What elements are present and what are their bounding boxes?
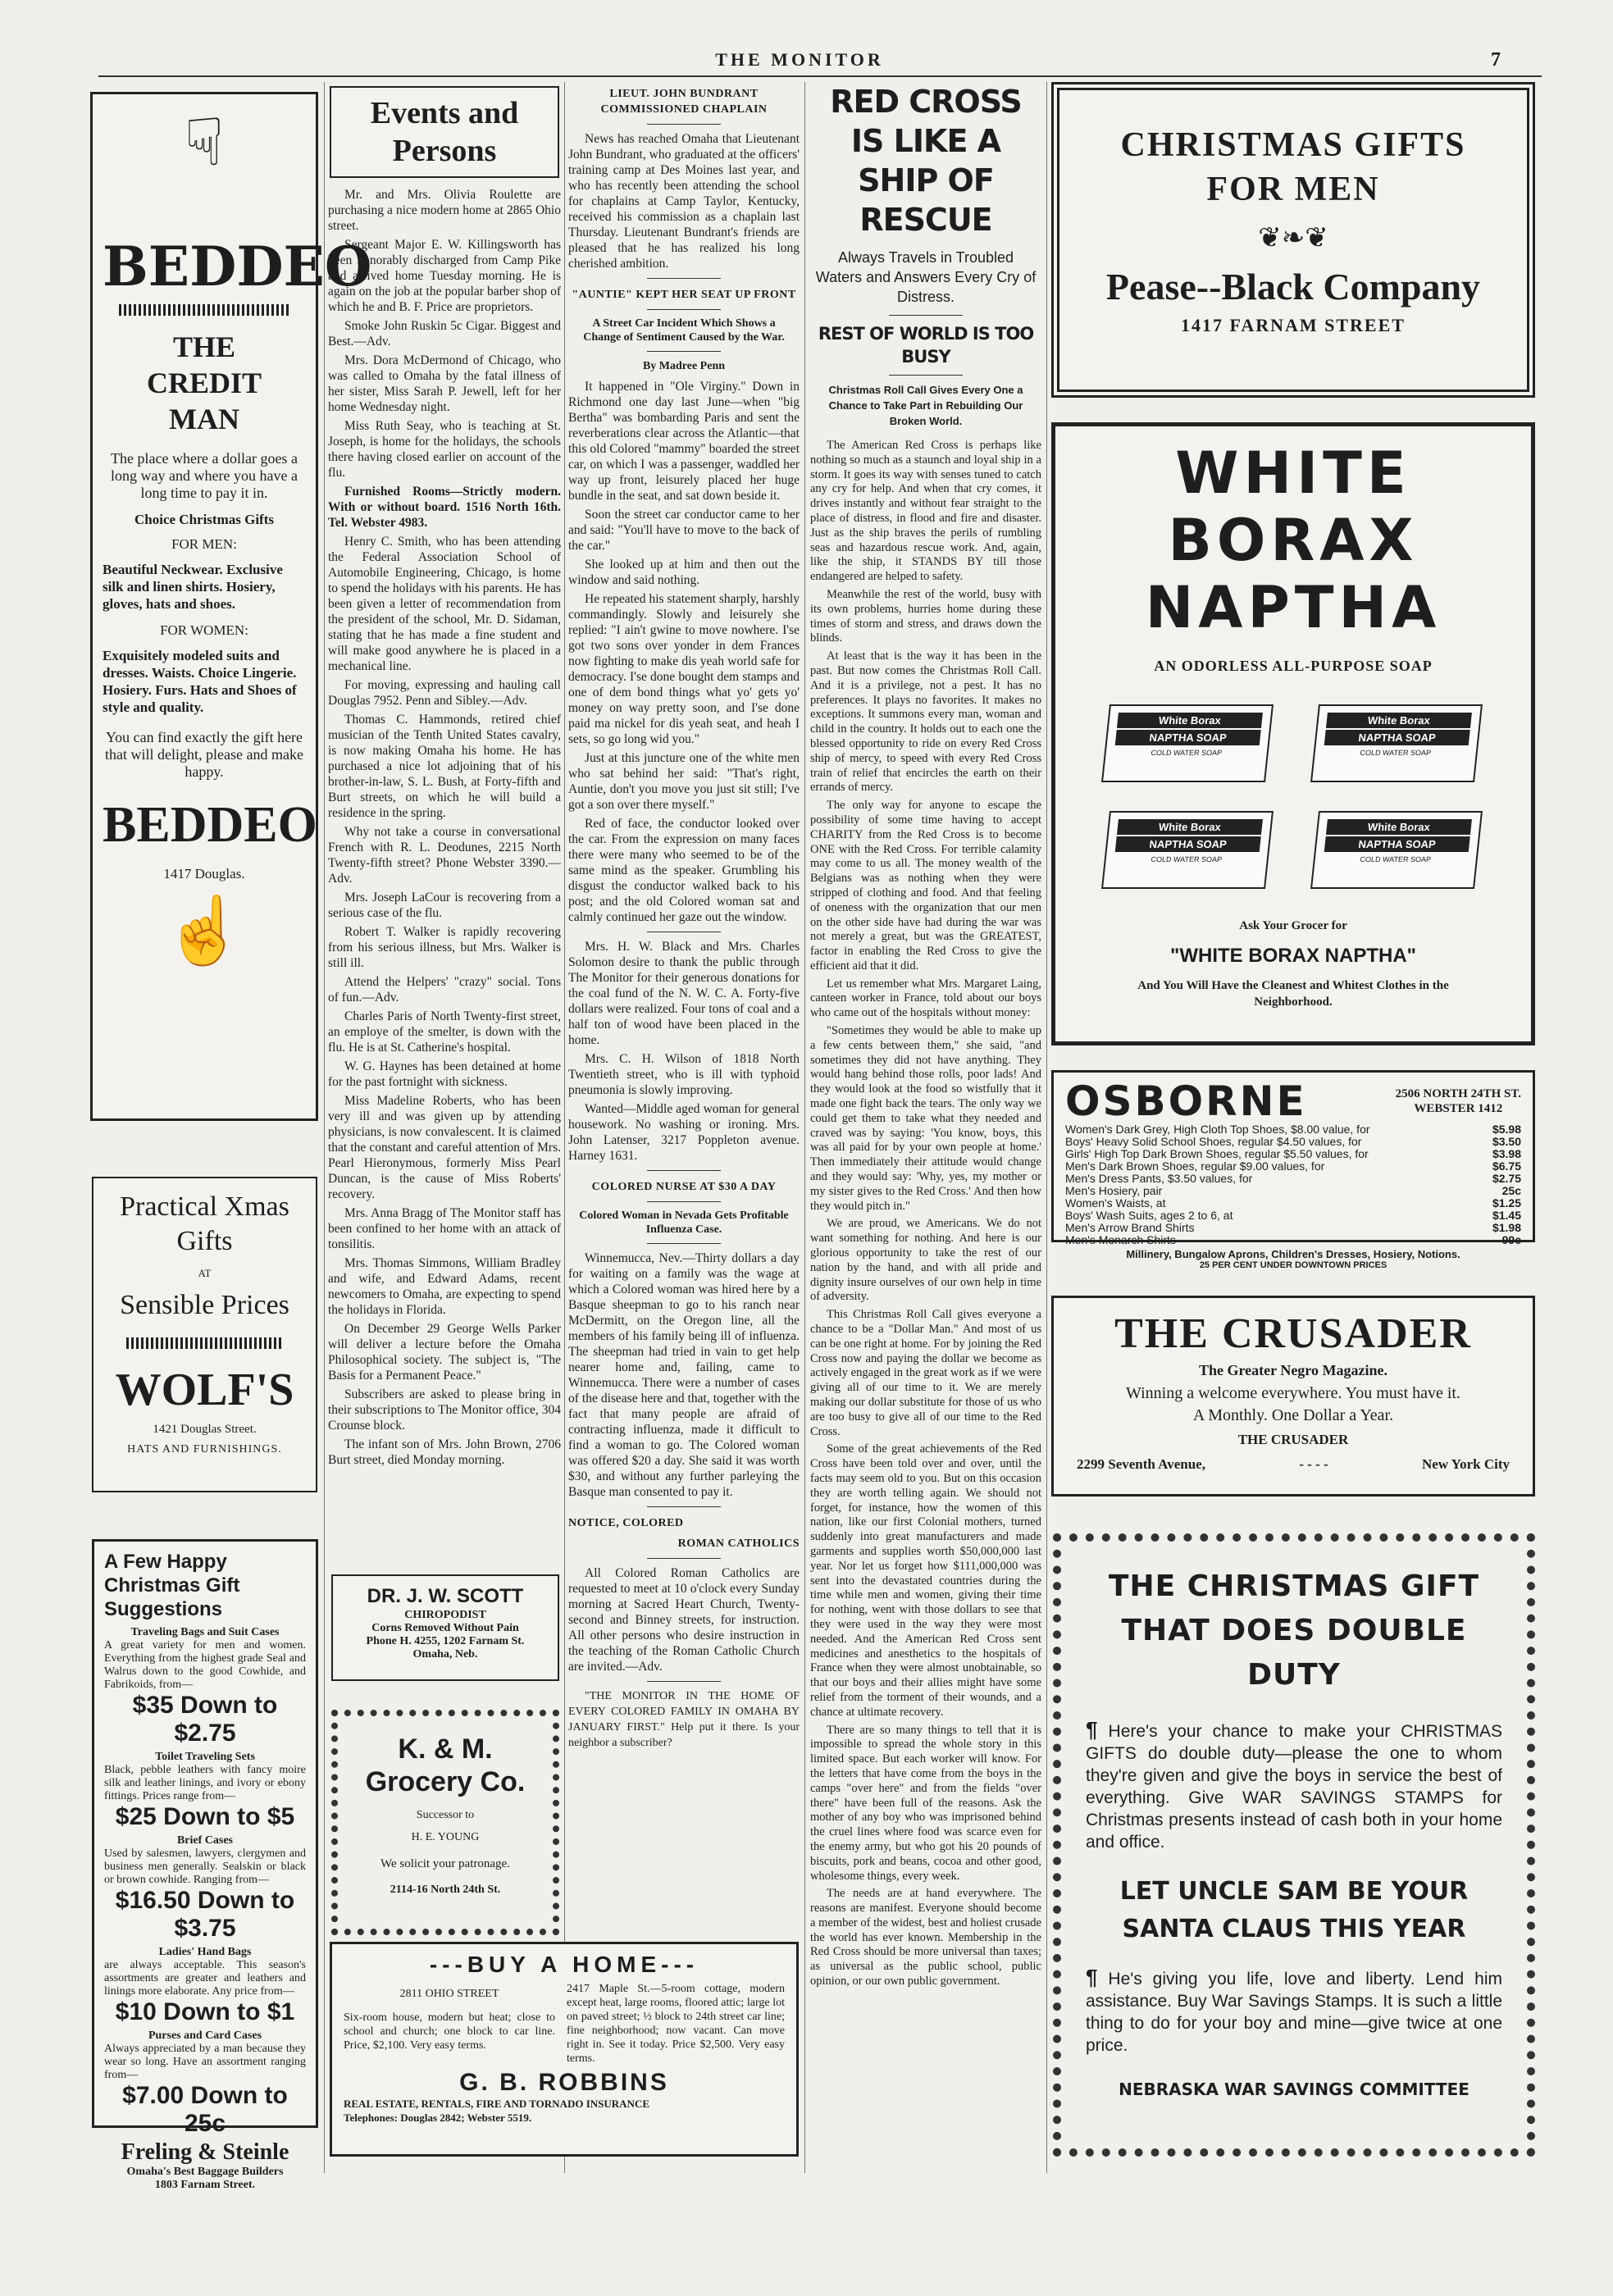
robbins-title: ---BUY A HOME--- <box>429 1952 699 1977</box>
freling-ad <box>92 1539 318 2191</box>
page-number: 7 <box>1491 49 1501 71</box>
borax-tag: AN ODORLESS ALL-PURPOSE SOAP <box>1154 658 1433 674</box>
events-paragraph: Furnished Rooms—Strictly modern. With or without board. 1516 North 16th. Tel. Webster 4983. <box>328 485 561 530</box>
wolfs-tag: HATS AND FURNISHINGS. <box>127 1443 282 1456</box>
war-savings-para1 <box>1086 1719 1502 1853</box>
beddeo-choice: Choice Christmas Gifts <box>134 512 274 527</box>
freling-name: Freling & Steinle <box>121 2139 289 2165</box>
robbins-tagline: REAL ESTATE, RENTALS, FIRE AND TORNADO INSURANCE <box>344 2098 649 2110</box>
osborne-price-row <box>1065 1210 1521 1222</box>
beddeo-men-label: FOR MEN: <box>171 536 237 552</box>
crusader-name: THE CRUSADER <box>1114 1310 1472 1357</box>
crusader-line1: Winning a welcome everywhere. You must have it. <box>1126 1384 1460 1402</box>
osborne-name: OSBORNE <box>1065 1077 1307 1125</box>
osborne-item-label: Men's Dress Pants, $3.50 values, for <box>1065 1172 1253 1185</box>
pease-line1: CHRISTMAS GIFTS <box>1120 126 1466 164</box>
beddeo-name: BEDDEO <box>103 235 372 298</box>
redcross-paragraph: The American Red Cross is perhaps like nothing so much as a staunch and loyal ship in a storm. It goes its way with senses tuned to catch any cry for help. And when that cry comes, it drives instantly and without fear straight to the place of distress, in flood and fire and disaster. Just as the ship braves the perils of rumbling seas and hazardous rescue work. And, again, like the ship, it STANDS BY till those endangered are helped to safety. <box>810 439 1041 584</box>
auntie-paragraph: Just at this juncture one of the white men who sat behind her said: "That's right, Auntie, don't you move you just sit still; I've got a son over there myself." <box>568 751 800 812</box>
divider <box>647 309 721 310</box>
wolfs-address: 1421 Douglas Street. <box>153 1423 257 1436</box>
osborne-price-list <box>1065 1123 1521 1246</box>
freling-item5-price: $7.00 Down to 25c <box>122 2082 288 2137</box>
osborne-item-label: Girls' High Top Dark Brown Shoes, regular $5.50 values, for <box>1065 1147 1369 1160</box>
holly-icon: ❦❧❦ <box>1258 223 1328 253</box>
events-paragraph: Mrs. Joseph LaCour is recovering from a serious case of the flu. <box>328 891 561 920</box>
beddeo-name-2: BEDDEO <box>103 797 317 853</box>
osborne-item-price: $1.45 <box>1492 1209 1521 1222</box>
redcross-paragraph: The needs are at hand everywhere. The reasons are manifest. Everyone should become a member of the widest, best and holiest crusade the world has ever known. Membership in the Red Cross should be more universal than taxes; as universal as the public school, public opinion, or our own public government. <box>810 1887 1041 1988</box>
redcross-paragraph: This Christmas Roll Call gives everyone a chance to be a "Dollar Man." And most of us can be one right at home. For by joining the Red Cross now and paying the dollar we become as actively engaged in the great work as if we were giving all of our time to it. We are merely making our dollar substitute for those of us who are too busy to give all of our time to the Red Cross. <box>810 1308 1041 1438</box>
auntie-paragraph: She looked up at him and then out the window and said nothing. <box>568 558 800 587</box>
robbins-name: G. B. ROBBINS <box>459 2069 669 2096</box>
soap-illustrations <box>1068 688 1518 909</box>
osborne-price-row <box>1065 1173 1521 1185</box>
redcross-column <box>810 82 1041 2161</box>
divider <box>647 1681 721 1682</box>
beddeo-ad <box>90 92 372 1121</box>
osborne-price-row <box>1065 1148 1521 1160</box>
freling-item5-text: Always appreciated by a man because they wear so long. Have an assortment ranging from— <box>104 2043 306 2081</box>
km-address: 2114-16 North 24th St. <box>390 1884 501 1896</box>
divider <box>647 1506 721 1507</box>
catholics-head2: ROMAN CATHOLICS <box>677 1538 800 1550</box>
robbins-ad <box>330 1942 799 2157</box>
monitor-promo: "THE MONITOR IN THE HOME OF EVERY COLORED FAMILY IN OMAHA BY JANUARY FIRST." Help put it there. Is your neighbor a subscriber? <box>568 1690 800 1749</box>
war-savings-text2: He's giving you life, love and liberty. Lend him assistance. Buy War Savings Stamps. It is such a little thing to do for your boy and mine—give twice at one price. <box>1086 1970 1502 2055</box>
soap-sub: COLD WATER SOAP <box>1151 855 1223 863</box>
redcross-headline-2: REST OF WORLD IS TOO BUSY <box>818 324 1034 367</box>
events-paragraph: The infant son of Mrs. John Brown, 2706 Burt street, died Monday morning. <box>328 1437 561 1467</box>
osborne-item-label: Women's Dark Grey, High Cloth Top Shoes, $8.00 value, for <box>1065 1123 1370 1136</box>
km-solicit: We solicit your patronage. <box>380 1857 510 1870</box>
catholics-text: All Colored Roman Catholics are requested to meet at 10 o'clock every Sunday morning at Sacred Heart Church, Twenty-second and Binney streets, for instruction. All other persons who desire instruction in the teaching of the Roman Catholic Church are invited.—Adv. <box>568 1566 800 1674</box>
redcross-paragraph: Let us remember what Mrs. Margaret Laing, canteen worker in France, told about our boys who came out of the hospitals without money: <box>810 977 1041 1020</box>
auntie-paragraph: It happened in "Ole Virginy." Down in Richmond one day last June—when "big Bertha" was bombarding Paris and sent the reverberations clear across the Atlantic—that this old Colored "mammy" boarded the street car, on which I was a passenger, waddled her way up front, leisurely placed her huge bundle in the seat, and sat down beside it. <box>568 380 800 503</box>
crusader-address: 2299 Seventh Avenue, <box>1077 1456 1205 1472</box>
soap-sub: COLD WATER SOAP <box>1151 749 1223 757</box>
soap-name: NAPTHA SOAP <box>1324 730 1470 745</box>
redcross-paragraph: There are so many things to tell that it is impossible to spread the whole story in this limited space. But each worker will know. For the letters that have come from the boys in the camps "over here" and from the fields "over there" have been full of the reasons. Ask the mother of any boy who was imprisoned behind the cruel lines where food was scarce even for the enemy army, but who got his 20 pounds of biscuits, pork and beans, cocoa and other good, wholesome things, every week. <box>810 1723 1041 1883</box>
crusader-line3: THE CRUSADER <box>1237 1432 1349 1447</box>
catholics-head1: NOTICE, COLORED <box>568 1517 684 1529</box>
freling-title: A Few Happy Christmas Gift Suggestions <box>104 1551 240 1620</box>
freling-tagline: Omaha's Best Baggage Builders <box>126 2166 284 2178</box>
events-paragraph: Miss Madeline Roberts, who has been very ill and was given up by attending physicians, is now convalescent. It is claimed that the constant and careful attention of Mrs. Pearl Hieronymous, formerly Miss Pearl Duncan, is the cause of Miss Roberts' recovery. <box>328 1094 561 1201</box>
auntie-headline: "AUNTIE" KEPT HER SEAT UP FRONT <box>572 289 796 301</box>
war-savings-headline: THE CHRISTMAS GIFT THAT DOES DOUBLE DUTY <box>1108 1569 1480 1692</box>
osborne-price-row <box>1065 1234 1521 1246</box>
soap-sub: COLD WATER SOAP <box>1360 855 1432 863</box>
divider <box>647 124 721 125</box>
osborne-item-price: $2.75 <box>1492 1172 1521 1185</box>
events-paragraph: W. G. Haynes has been detained at home for the past fortnight with sickness. <box>328 1059 561 1089</box>
pease-line2: FOR MEN <box>1206 171 1380 208</box>
beddeo-address: 1417 Douglas. <box>163 866 245 882</box>
osborne-ad <box>1051 1070 1535 1270</box>
page-header <box>98 49 1501 74</box>
osborne-item-label: Boys' Wash Suits, ages 2 to 6, at <box>1065 1209 1233 1222</box>
war-savings-text1: Here's your chance to make your CHRISTMAS GIFTS do double duty—please the one to whom they're given and give the boys in service the best of everything. Give WAR SAVINGS STAMPS for Christmas presents instead of cash both in your home and office. <box>1086 1722 1502 1852</box>
km-prev: H. E. YOUNG <box>411 1831 480 1843</box>
decorative-rule <box>119 304 289 316</box>
borax-ask: Ask Your Grocer for <box>1239 919 1347 932</box>
pease-name: Pease--Black Company <box>1105 266 1481 308</box>
beddeo-men-list: Beautiful Neckwear. Exclusive silk and linen shirts. Hosiery, gloves, hats and shoes. <box>103 562 283 612</box>
header-rule <box>98 75 1542 77</box>
soap-brand: White Borax <box>1326 713 1472 728</box>
freling-item1-title: Traveling Bags and Suit Cases <box>130 1626 280 1638</box>
events-paragraph: Henry C. Smith, who has been attending the Federal Association School of Automobile Engineering, Chicago, is home to spend the holidays with his parents. He has been given a letter of recommendation from the president of the school, Mr. D. Sidaman, stating that he has made a fine student and will make good anywhere he is placed in a mechanical line. <box>328 535 561 673</box>
robbins-right-text: 2417 Maple St.—5-room cottage, modern except heat, large rooms, floored attic; large lot on paved street; ½ block to 24th street car line; fine neighborhood; now vacant. Can move right in. See it today. Price $2,500. Very easy terms. <box>567 1983 785 2065</box>
osborne-price-row <box>1065 1160 1521 1173</box>
freling-item2-title: Toilet Traveling Sets <box>155 1751 255 1763</box>
km-ad <box>331 1710 559 1935</box>
decorative-rule <box>126 1337 283 1349</box>
osborne-item-label: Women's Waists, at <box>1065 1196 1166 1210</box>
soap-brand: White Borax <box>1117 713 1263 728</box>
freling-item4-price: $10 Down to $1 <box>115 1998 295 2025</box>
freling-item1-text: A great variety for men and women. Everything from the highest grade Seal and Walrus down to the good Cowhide, and Fabrikoids, from— <box>104 1639 306 1691</box>
column-rule <box>564 82 565 2173</box>
borax-line1: WHITE <box>1175 440 1411 507</box>
pease-black-ad <box>1051 82 1535 398</box>
crusader-ad <box>1051 1296 1535 1496</box>
events-column <box>328 187 561 1524</box>
pointing-hand-icon: ☝ <box>163 895 245 968</box>
events-title: Events and Persons <box>370 96 519 168</box>
events-paragraph: Miss Ruth Seay, who is teaching at St. Joseph, is home for the holidays, the schools there having closed earlier on account of the flu. <box>328 419 561 480</box>
events-paragraph: Mrs. Anna Bragg of The Monitor staff has been confined to her home with an attack of tonsilitis. <box>328 1206 561 1251</box>
events-paragraph: Charles Paris of North Twenty-first street, an employe of the smelter, is down with the flu. He is at St. Catherine's hospital. <box>328 1009 561 1055</box>
freling-item4-title: Ladies' Hand Bags <box>158 1946 252 1958</box>
events-paragraph: Attend the Helpers' "crazy" social. Tons of fun.—Adv. <box>328 975 561 1004</box>
redcross-subhead: Always Travels in Troubled Waters and Answers Every Cry of Distress. <box>815 249 1037 305</box>
divider <box>647 351 721 352</box>
divider <box>647 1558 721 1559</box>
events-paragraph: On December 29 George Wells Parker will deliver a lecture before the Omaha Philosophical society. The subject is, "The Basis for a Permanent Peace." <box>328 1322 561 1383</box>
soap-bar-icon <box>1101 811 1274 889</box>
redcross-paragraph: Some of the great achievements of the Red Cross have been told over and over, until the facts may seem old to you. But on this occasion they are worth telling again. We should not forget, for instance, how the women of this nation, like our first Colonial mothers, turned suddenly into great manufacturers and made garments and supplies worth $50,000,000 last year. Nor let us forget how $111,000,000 was sent into the devastated countries during the time while men and women, giving their time for nothing, went with those dollars to see that they were used in the way they were most needed. And the American Red Cross sent medicines and anesthetics to the hospitals of France when they were almost unobtainable, so that our boys and their allies might have some relief from the torment of their wounds, and a chance at ultimate recovery. <box>810 1442 1041 1719</box>
divider <box>889 315 963 316</box>
redcross-paragraph: The only way for anyone to escape the possibility of some time having to accept CHARITY from the Red Cross is to become ONE with the Red Cross. For terrible calamity may come to us all. The money wealth of the Belgians was as nothing when they were stripped of clothing and food. And that feeling of oneness with the organization that our men on the other side have had during the war was not merely a great, but was the GREATEST, factor in enabling the Red Cross to give the efficient aid that it did. <box>810 799 1041 973</box>
column-rule <box>804 82 805 2173</box>
borax-closing: And You Will Have the Cleanest and Whitest Clothes in the Neighborhood. <box>1137 979 1449 1009</box>
coal-paragraph: Mrs. C. H. Wilson of 1818 North Twentieth street, who is ill with typhoid pneumonia is slowly improving. <box>568 1052 800 1097</box>
freling-address: 1803 Farnam Street. <box>154 2179 256 2191</box>
chaplain-text: News has reached Omaha that Lieutenant John Bundrant, who graduated at the officers' training camp at Des Moines last year, and who has recently been attending the school for chaplains at Camp Taylor, Kentucky, received his commission as a chaplain last Thursday. Lieutenant Bundrant's friends are pleased that he has realized his long cherished ambition. <box>568 132 800 271</box>
soap-bar-icon <box>1310 811 1483 889</box>
borax-line2: BORAX <box>1168 507 1419 574</box>
events-title-box <box>330 86 559 178</box>
osborne-item-price: 99c <box>1501 1233 1521 1246</box>
crusader-tagline: The Greater Negro Magazine. <box>1199 1362 1387 1378</box>
soap-brand: White Borax <box>1326 819 1472 835</box>
beddeo-women-label: FOR WOMEN: <box>160 622 248 638</box>
soap-name: NAPTHA SOAP <box>1115 836 1261 852</box>
wolfs-line2: Gifts <box>176 1226 233 1256</box>
events-paragraph: Mrs. Dora McDermond of Chicago, who was called to Omaha by the fatal illness of her sister, Miss Sarah P. Jewell, left for her home Wednesday night. <box>328 353 561 414</box>
osborne-price-row <box>1065 1123 1521 1136</box>
soap-sub: COLD WATER SOAP <box>1360 749 1432 757</box>
redcross-headline: RED CROSS IS LIKE A SHIP OF RESCUE <box>830 84 1022 238</box>
freling-item2-price: $25 Down to $5 <box>115 1803 295 1830</box>
crusader-line2: A Monthly. One Dollar a Year. <box>1192 1406 1394 1424</box>
osborne-item-price: $3.50 <box>1492 1135 1521 1148</box>
osborne-item-label: Men's Arrow Brand Shirts <box>1065 1221 1195 1234</box>
divider <box>889 375 963 376</box>
scott-ad <box>331 1574 559 1681</box>
auntie-paragraph: Red of face, the conductor looked over the car. From the expression on many faces there were many who seemed to be of the same mind as the speaker. Grumbling his disgust the conductor walked back to his post; and the old Colored woman sat and calmly continued her gaze out the window. <box>568 817 800 924</box>
wolfs-line4: Sensible Prices <box>120 1290 289 1320</box>
osborne-address1: 2506 NORTH 24TH ST. <box>1395 1087 1521 1100</box>
auntie-byline: By Madree Penn <box>642 360 726 372</box>
osborne-item-price: $3.98 <box>1492 1147 1521 1160</box>
white-borax-ad <box>1051 422 1535 1046</box>
scott-line2: Phone H. 4255, 1202 Farnam St. <box>366 1635 525 1647</box>
freling-item5-title: Purses and Card Cases <box>148 2029 262 2042</box>
war-savings-headline-2: LET UNCLE SAM BE YOUR SANTA CLAUS THIS YEAR <box>1119 1877 1469 1943</box>
beddeo-intro: The place where a dollar goes a long way and where you have a long time to pay it in. <box>111 450 298 501</box>
chaplain-headline: LIEUT. JOHN BUNDRANT COMMISSIONED CHAPLAIN <box>600 88 768 116</box>
soap-brand: White Borax <box>1117 819 1263 835</box>
freling-item2-text: Black, pebble leathers with fancy moire silk and leather linings, and ivory or ebony fittings. Prices range from— <box>104 1764 306 1802</box>
events-paragraph: Robert T. Walker is rapidly recovering from his serious illness, but Mrs. Walker is still ill. <box>328 925 561 970</box>
events-paragraph: Subscribers are asked to please bring in their subscriptions to The Monitor office, 304 Crounse block. <box>328 1387 561 1433</box>
osborne-footer1: Millinery, Bungalow Aprons, Children's Dresses, Hosiery, Notions. <box>1126 1248 1460 1260</box>
crusader-dashes: - - - - <box>1299 1456 1328 1472</box>
masthead-title: THE MONITOR <box>715 49 884 70</box>
auntie-subhead: A Street Car Incident Which Shows a Change of Sentiment Caused by the War. <box>583 317 785 344</box>
nurse-subhead: Colored Woman in Nevada Gets Profitable Influenza Case. <box>579 1210 789 1236</box>
events-paragraph: Mr. and Mrs. Olivia Roulette are purchasing a nice modern home at 2865 Ohio street. <box>328 188 561 233</box>
redcross-subhead-2: Christmas Roll Call Gives Every One a Chance to Take Part in Rebuilding Our Broken World. <box>828 384 1023 427</box>
scott-line1: Corns Removed Without Pain <box>371 1622 519 1634</box>
osborne-price-row <box>1065 1136 1521 1148</box>
beddeo-women-list: Exquisitely modeled suits and dresses. Waists. Choice Lingerie. Hosiery. Furs. Hats and Shoes of style and quality. <box>103 648 297 715</box>
wolfs-at: AT <box>198 1267 212 1279</box>
coal-paragraph: Wanted—Middle aged woman for general housework. No washing or ironing. Mrs. John Latenser, 3217 Poppleton avenue. Harney 1631. <box>568 1102 800 1163</box>
osborne-address2: WEBSTER 1412 <box>1414 1102 1503 1115</box>
robbins-phones: Telephones: Douglas 2842; Webster 5519. <box>344 2112 532 2124</box>
nurse-text: Winnemucca, Nev.—Thirty dollars a day for waiting on a family was the wage at which a Colored woman was hired here by a Basque sheepman to go to his ranch near McDermitt, on the Oregon line, all the members of his family being ill of influenza. The sheepman had tried in vain to get help nearer home and, failing, came to Winnemucca. There were a number of cases of the disease here and that, together with the fact that many people are afraid of contracting influenza, made it difficult to find a woman to go. The Colored woman was offered $20 a day. She said it was worth $30, and without any further parleying the Basque man consented to pay it. <box>568 1251 800 1499</box>
wolfs-line1: Practical Xmas <box>120 1191 289 1222</box>
osborne-item-price: $5.98 <box>1492 1123 1521 1136</box>
wolfs-ad <box>92 1177 317 1492</box>
osborne-item-price: 25c <box>1501 1184 1521 1197</box>
km-name1: K. & M. <box>398 1733 493 1765</box>
soap-bar-icon <box>1101 704 1274 782</box>
pointing-hand-icon: ☟ <box>184 107 225 180</box>
divider <box>647 1243 721 1244</box>
freling-item3-text: Used by salesmen, lawyers, clergymen and business men generally. Sealskin or black or brown cowhide. Ranging from— <box>104 1847 306 1886</box>
beddeo-closing: You can find exactly the gift here that will delight, please and make happy. <box>105 729 303 780</box>
beddeo-subtitle: THE CREDIT MAN <box>146 330 262 435</box>
redcross-paragraph: At least that is the way it has been in the past. But now comes the Christmas Roll Call. And it is a privilege, not a pest. It has no preferences. It plays no favorites. It makes no exceptions. It summons every man, woman and child in the country. It holds out to each one the blessed opportunity to ride on every Red Cross ship of mercy, to speed with every Red Cross train of relief that encircles the earth on their errands of mercy. <box>810 649 1041 795</box>
scott-name: DR. J. W. SCOTT <box>367 1585 524 1607</box>
events-paragraph: Why not take a course in conversational French with R. L. Deodunes, 2215 North Twenty-fifth street? Phone Webster 3390.—Adv. <box>328 825 561 886</box>
paragraph-mark-icon: ¶ <box>1086 1717 1098 1742</box>
events-paragraph: Thomas C. Hammonds, retired chief musician of the Tenth United States cavalry, is now making Omaha his home. He has purchased a nice lot adjoining that of his brother-in-law, S. L. Bush, at Forty-fifth and Burt streets, on which he will build a residence in the spring. <box>328 713 561 820</box>
freling-item3-price: $16.50 Down to $3.75 <box>115 1887 295 1942</box>
borax-product: "WHITE BORAX NAPTHA" <box>1169 945 1417 967</box>
divider <box>647 278 721 279</box>
coal-paragraph: Mrs. H. W. Black and Mrs. Charles Solomon desire to thank the public through The Monitor for their generous donations for the coal fund of the N. W. C. A. Forty-five dollars were realized. Four tons of coal and a half ton of wood have been placed in the home. <box>568 940 800 1047</box>
war-savings-committee: NEBRASKA WAR SAVINGS COMMITTEE <box>1119 2080 1469 2099</box>
nurse-headline: COLORED NURSE AT $30 A DAY <box>591 1181 777 1193</box>
osborne-price-row <box>1065 1197 1521 1210</box>
events-paragraph: Sergeant Major E. W. Killingsworth has been honorably discharged from Camp Pike and arrived home Tuesday morning. He is again on the job at the popular barber shop of which he and B. F. Price are proprietors. <box>328 238 561 314</box>
soap-bar-icon <box>1310 704 1483 782</box>
freling-item4-text: are always acceptable. This season's assortments are greater and leathers and linings more elaborate. Any price from— <box>104 1959 306 1998</box>
osborne-item-label: Men's Hosiery, pair <box>1065 1184 1163 1197</box>
wolfs-name: WOLF'S <box>115 1364 294 1415</box>
scott-line3: Omaha, Neb. <box>412 1648 478 1660</box>
osborne-item-price: $1.98 <box>1492 1221 1521 1234</box>
paragraph-mark-icon: ¶ <box>1086 1965 1098 1989</box>
war-savings-ad <box>1053 1533 1535 2157</box>
column-three <box>568 86 800 1931</box>
robbins-left-address: 2811 OHIO STREET <box>399 1988 499 2000</box>
freling-item1-price: $35 Down to $2.75 <box>132 1692 278 1747</box>
redcross-paragraph: "Sometimes they would be able to make up a few cents between them," she said, "and sometimes they did not have anything. They would hang behind those rolls, poor lads! And they would look at the food so wistfully that it made one fight back the tears. The only way we could get them to take what they needed and craved was by saying: 'You know, boys, this was all paid for by your own people at home.' Then immediately their attitude would change and they would say: 'Why, yes, my mother or my sister gives to the Red Cross.' And then how they would pitch in." <box>810 1024 1041 1213</box>
auntie-paragraph: He repeated his statement sharply, harshly commandingly. Slowly and leisurely she replied: "I ain't gwine to move nowhere. I'se got two sons over yonder in dem Frances now fighting to make dis yeah world safe for democracy. I'se done bought dem stamps and one of dem bond things what yo' gets yo' money on way pretty soon, and I'se done paid ma nickel for dis yeah seat, and heah I sets, so go long wid you." <box>568 592 800 746</box>
osborne-price-row <box>1065 1185 1521 1197</box>
events-paragraph: Mrs. Thomas Simmons, William Bradley and wife, and Edward Adams, recent newcomers to Omaha, are expecting to spend the holidays in Florida. <box>328 1256 561 1317</box>
km-name2: Grocery Co. <box>365 1766 526 1797</box>
osborne-item-price: $1.25 <box>1492 1196 1521 1210</box>
osborne-item-label: Men's Dark Brown Shoes, regular $9.00 values, for <box>1065 1159 1325 1173</box>
soap-name: NAPTHA SOAP <box>1115 730 1261 745</box>
events-paragraph: Smoke John Ruskin 5c Cigar. Biggest and Best.—Adv. <box>328 319 561 348</box>
osborne-price-row <box>1065 1222 1521 1234</box>
osborne-item-label: Boys' Heavy Solid School Shoes, regular $4.50 values, for <box>1065 1135 1362 1148</box>
events-paragraph: For moving, expressing and hauling call Douglas 7952. Penn and Sibley.—Adv. <box>328 678 561 708</box>
freling-item3-title: Brief Cases <box>176 1834 234 1847</box>
osborne-footer2: 25 PER CENT UNDER DOWNTOWN PRICES <box>1199 1260 1387 1270</box>
war-savings-para2 <box>1086 1966 1502 2057</box>
column-rule <box>324 82 325 2173</box>
divider <box>647 1201 721 1202</box>
osborne-item-label: Men's Monarch Shirts <box>1065 1233 1176 1246</box>
km-successor: Successor to <box>416 1809 475 1821</box>
borax-line3: NAPTHA <box>1145 574 1442 641</box>
crusader-city: New York City <box>1421 1456 1510 1472</box>
divider <box>647 1170 721 1171</box>
column-rule <box>1046 82 1047 2173</box>
scott-title: CHIROPODIST <box>404 1609 486 1621</box>
soap-name: NAPTHA SOAP <box>1324 836 1470 852</box>
robbins-left-text: Six-room house, modern but heat; close to school and church; one block to car line. Price, $2,100. Very easy terms. <box>344 2011 556 2052</box>
redcross-paragraph: Meanwhile the rest of the world, busy with its own problems, hurries home during these times of storm and stress, and draws down the blinds. <box>810 587 1041 645</box>
redcross-paragraph: We are proud, we Americans. We do not want something for nothing. And here is our glorious opportunity to take the rest of our nation by the hand, and with all pride and dignity insure ourselves of our own help in time of adversity. <box>810 1217 1041 1304</box>
osborne-item-price: $6.75 <box>1492 1159 1521 1173</box>
auntie-paragraph: Soon the street car conductor came to her and said: "You'll have to move to the back of the car." <box>568 508 800 553</box>
pease-address: 1417 FARNAM STREET <box>1181 315 1406 335</box>
